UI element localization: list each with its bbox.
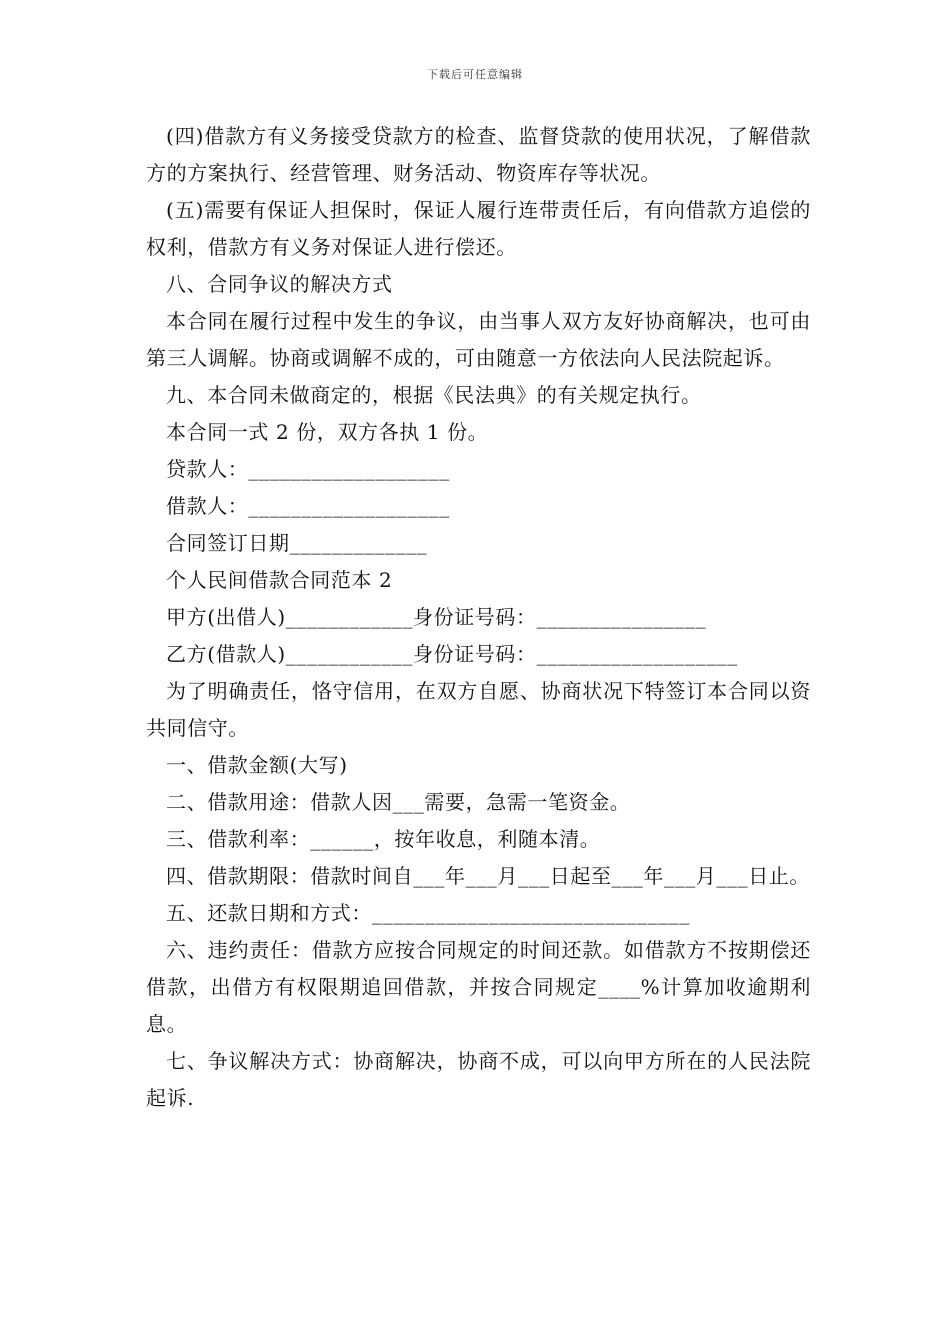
borrower-signature-line: 借款人：___________________ bbox=[166, 494, 450, 518]
template-2-title: 个人民间借款合同范本 2 bbox=[166, 568, 393, 592]
preamble-paragraph: 为了明确责任，恪守信用，在双方自愿、协商状况下特签订本合同以资共同信守。 bbox=[146, 679, 811, 740]
lender-signature-line: 贷款人：___________________ bbox=[166, 457, 450, 481]
section-heading-9: 九、本合同未做商定的，根据《民法典》的有关规定执行。 bbox=[166, 383, 702, 407]
paragraph-clause-5: (五)需要有保证人担保时，保证人履行连带责任后，有向借款方追偿的权利，借款方有义务对保证人进行偿还。 bbox=[146, 198, 811, 259]
clause-amount: 一、借款金额(大写) bbox=[166, 753, 348, 777]
paragraph-clause-4: (四)借款方有义务接受贷款方的检查、监督贷款的使用状况，了解借款方的方案执行、经营管理、财务活动、物资库存等状况。 bbox=[146, 124, 811, 185]
party-b-line: 乙方(借款人)____________身份证号码：___________________ bbox=[166, 642, 739, 666]
clause-purpose: 二、借款用途：借款人因___需要，急需一笔资金。 bbox=[166, 790, 631, 814]
paragraph-dispute: 本合同在履行过程中发生的争议，由当事人双方友好协商解决，也可由第三人调解。协商或调解不成的，可由随意一方依法向人民法院起诉。 bbox=[146, 309, 811, 370]
party-a-line: 甲方(出借人)____________身份证号码：________________ bbox=[166, 605, 707, 629]
page-header: 下载后可任意编辑 bbox=[427, 68, 523, 81]
section-heading-8: 八、合同争议的解决方式 bbox=[166, 272, 393, 296]
clause-interest: 三、借款利率：______，按年收息，利随本清。 bbox=[166, 827, 601, 851]
clause-dispute-resolution: 七、争议解决方式：协商解决，协商不成，可以向甲方所在的人民法院起诉. bbox=[146, 1049, 811, 1110]
document-body bbox=[146, 118, 811, 1117]
signing-date-line: 合同签订日期_____________ bbox=[166, 531, 428, 555]
clause-liability: 六、违约责任：借款方应按合同规定的时间还款。如借款方不按期偿还借款，出借方有权限期追回借款，并按合同规定____%计算加收逾期利息。 bbox=[146, 938, 811, 1036]
clause-term: 四、借款期限：借款时间自___年___月___日起至___年___月___日止。 bbox=[166, 864, 810, 888]
clause-repayment: 五、还款日期和方式：______________________________ bbox=[166, 901, 690, 925]
paragraph-copies: 本合同一式 2 份，双方各执 1 份。 bbox=[166, 420, 489, 444]
